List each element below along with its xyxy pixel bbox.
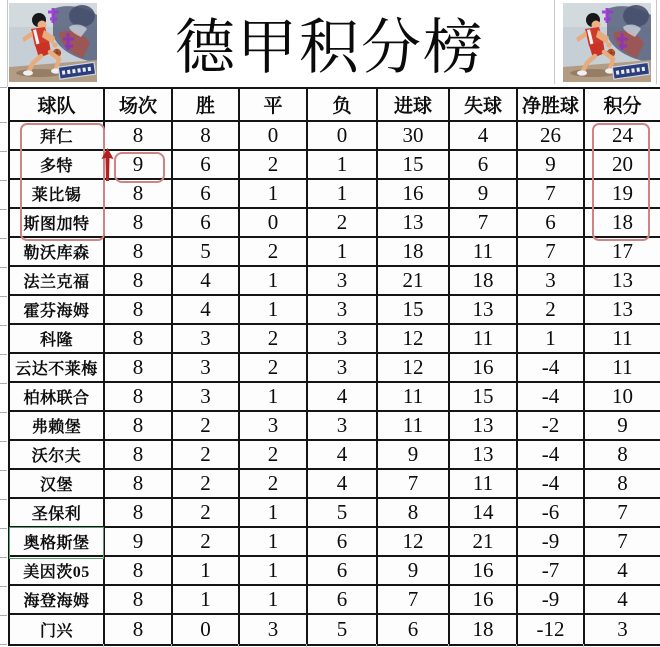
lost-cell[interactable]: 3 xyxy=(308,325,378,354)
goal-diff-cell[interactable]: -6 xyxy=(518,499,585,528)
goals-against-cell[interactable]: 11 xyxy=(450,238,518,267)
won-cell[interactable]: 2 xyxy=(173,499,240,528)
goals-for-cell[interactable]: 12 xyxy=(378,325,450,354)
header-played[interactable]: 场次 xyxy=(105,89,173,122)
goals-for-cell[interactable]: 11 xyxy=(378,383,450,412)
lost-cell[interactable]: 5 xyxy=(308,499,378,528)
points-cell[interactable]: 19 xyxy=(585,180,660,209)
goal-diff-cell[interactable]: -9 xyxy=(518,586,585,615)
points-cell[interactable]: 13 xyxy=(585,267,660,296)
header-goals-for[interactable]: 进球 xyxy=(378,89,450,122)
won-cell[interactable]: 5 xyxy=(173,238,240,267)
played-cell[interactable]: 8 xyxy=(105,122,173,151)
goal-diff-cell[interactable]: 7 xyxy=(518,180,585,209)
goal-diff-cell[interactable]: -4 xyxy=(518,441,585,470)
lost-cell[interactable]: 3 xyxy=(308,412,378,441)
drawn-cell[interactable]: 1 xyxy=(240,296,308,325)
table-row xyxy=(10,615,660,644)
lost-cell[interactable]: 1 xyxy=(308,238,378,267)
team-name-cell[interactable]: 霍芬海姆 xyxy=(10,296,105,325)
won-cell[interactable]: 8 xyxy=(173,122,240,151)
won-cell[interactable]: 4 xyxy=(173,267,240,296)
margin-gridline xyxy=(0,557,7,558)
goals-against-cell[interactable]: 6 xyxy=(450,151,518,180)
played-cell[interactable]: 8 xyxy=(105,412,173,441)
margin-gridline xyxy=(0,586,7,587)
goals-for-cell[interactable]: 21 xyxy=(378,267,450,296)
team-name-cell[interactable]: 圣保利 xyxy=(10,499,105,528)
team-name-cell[interactable]: 斯图加特 xyxy=(10,209,105,238)
played-cell[interactable]: 8 xyxy=(105,209,173,238)
margin-gridline xyxy=(0,470,7,471)
goals-for-cell[interactable]: 12 xyxy=(378,528,450,557)
lost-cell[interactable]: 6 xyxy=(308,586,378,615)
goals-against-cell[interactable]: 18 xyxy=(450,267,518,296)
goals-for-cell[interactable]: 15 xyxy=(378,151,450,180)
team-name-cell[interactable]: 莱比锡 xyxy=(10,180,105,209)
played-cell[interactable]: 8 xyxy=(105,296,173,325)
won-cell[interactable]: 2 xyxy=(173,470,240,499)
won-cell[interactable]: 2 xyxy=(173,412,240,441)
drawn-cell[interactable]: 1 xyxy=(240,267,308,296)
header-team[interactable]: 球队 xyxy=(10,89,105,122)
points-cell[interactable]: 11 xyxy=(585,325,660,354)
goal-diff-cell[interactable]: 2 xyxy=(518,296,585,325)
goal-diff-cell[interactable]: -7 xyxy=(518,557,585,586)
played-cell[interactable]: 8 xyxy=(105,615,173,644)
drawn-cell[interactable]: 2 xyxy=(240,441,308,470)
won-cell[interactable]: 3 xyxy=(173,325,240,354)
team-name-cell[interactable]: 勒沃库森 xyxy=(10,238,105,267)
drawn-cell[interactable]: 2 xyxy=(240,470,308,499)
played-cell[interactable]: 8 xyxy=(105,238,173,267)
goals-for-cell[interactable]: 8 xyxy=(378,499,450,528)
header-goals-against[interactable]: 失球 xyxy=(450,89,518,122)
table-row xyxy=(10,586,660,615)
margin-gridline xyxy=(0,528,7,529)
drawn-cell[interactable]: 1 xyxy=(240,499,308,528)
lost-cell[interactable]: 6 xyxy=(308,528,378,557)
drawn-cell[interactable]: 0 xyxy=(240,209,308,238)
margin-gridline xyxy=(0,499,7,500)
points-cell[interactable]: 10 xyxy=(585,383,660,412)
lost-cell[interactable]: 3 xyxy=(308,267,378,296)
goals-against-cell[interactable]: 14 xyxy=(450,499,518,528)
goal-diff-cell[interactable]: 7 xyxy=(518,238,585,267)
points-cell[interactable]: 11 xyxy=(585,354,660,383)
team-name-cell[interactable]: 门兴 xyxy=(10,615,105,644)
goals-against-cell[interactable]: 16 xyxy=(450,586,518,615)
goals-for-cell[interactable]: 13 xyxy=(378,209,450,238)
lost-cell[interactable]: 4 xyxy=(308,383,378,412)
margin-gridline xyxy=(0,441,7,442)
standings-body xyxy=(10,122,660,644)
played-cell[interactable]: 9 xyxy=(105,151,173,180)
margin-gridline xyxy=(0,644,7,645)
goals-for-cell[interactable]: 15 xyxy=(378,296,450,325)
table-row xyxy=(10,325,660,354)
won-cell[interactable]: 6 xyxy=(173,180,240,209)
goal-diff-cell[interactable]: -9 xyxy=(518,528,585,557)
table-row xyxy=(10,441,660,470)
table-row xyxy=(10,209,660,238)
points-cell[interactable]: 24 xyxy=(585,122,660,151)
margin-gridline xyxy=(0,267,7,268)
played-cell[interactable]: 8 xyxy=(105,470,173,499)
points-cell[interactable]: 20 xyxy=(585,151,660,180)
goals-against-cell[interactable]: 13 xyxy=(450,441,518,470)
margin-gridline xyxy=(0,209,7,210)
goals-for-cell[interactable]: 7 xyxy=(378,586,450,615)
goal-diff-cell[interactable]: -4 xyxy=(518,470,585,499)
table-row xyxy=(10,354,660,383)
goals-against-cell[interactable]: 16 xyxy=(450,354,518,383)
goal-diff-cell[interactable]: 9 xyxy=(518,151,585,180)
played-cell[interactable]: 8 xyxy=(105,557,173,586)
drawn-cell[interactable]: 1 xyxy=(240,528,308,557)
header-lost[interactable]: 负 xyxy=(308,89,378,122)
played-cell[interactable]: 8 xyxy=(105,325,173,354)
table-row xyxy=(10,499,660,528)
table-row xyxy=(10,528,660,557)
header-won[interactable]: 胜 xyxy=(173,89,240,122)
played-cell[interactable]: 8 xyxy=(105,180,173,209)
won-cell[interactable]: 4 xyxy=(173,296,240,325)
header-drawn[interactable]: 平 xyxy=(240,89,308,122)
margin-gridline xyxy=(0,180,7,181)
points-cell[interactable]: 7 xyxy=(585,499,660,528)
goals-against-cell[interactable]: 9 xyxy=(450,180,518,209)
goals-for-cell[interactable]: 6 xyxy=(378,615,450,644)
played-cell[interactable]: 8 xyxy=(105,441,173,470)
goals-for-cell[interactable]: 16 xyxy=(378,180,450,209)
goals-for-cell[interactable]: 9 xyxy=(378,441,450,470)
drawn-cell[interactable]: 2 xyxy=(240,325,308,354)
played-cell[interactable]: 9 xyxy=(105,528,173,557)
goals-against-cell[interactable]: 13 xyxy=(450,412,518,441)
table-row xyxy=(10,557,660,586)
won-cell[interactable]: 1 xyxy=(173,586,240,615)
goals-for-cell[interactable]: 11 xyxy=(378,412,450,441)
won-cell[interactable]: 0 xyxy=(173,615,240,644)
goals-against-cell[interactable]: 4 xyxy=(450,122,518,151)
won-cell[interactable]: 3 xyxy=(173,354,240,383)
goals-against-cell[interactable]: 21 xyxy=(450,528,518,557)
points-cell[interactable]: 3 xyxy=(585,615,660,644)
drawn-cell[interactable]: 0 xyxy=(240,122,308,151)
header-points[interactable]: 积分 xyxy=(585,89,660,122)
points-cell[interactable]: 4 xyxy=(585,586,660,615)
points-cell[interactable]: 4 xyxy=(585,557,660,586)
points-cell[interactable]: 7 xyxy=(585,528,660,557)
table-row xyxy=(10,383,660,412)
points-cell[interactable]: 17 xyxy=(585,238,660,267)
team-name-cell[interactable]: 多特 xyxy=(10,151,105,180)
team-name-cell[interactable]: 美因茨05 xyxy=(10,557,105,586)
table-row xyxy=(10,470,660,499)
goal-diff-cell[interactable]: 1 xyxy=(518,325,585,354)
team-name-cell[interactable]: 云达不莱梅 xyxy=(10,354,105,383)
points-cell[interactable]: 8 xyxy=(585,441,660,470)
margin-gridline xyxy=(0,615,7,616)
lost-cell[interactable]: 3 xyxy=(308,296,378,325)
points-cell[interactable]: 9 xyxy=(585,412,660,441)
goals-against-cell[interactable]: 15 xyxy=(450,383,518,412)
margin-gridline xyxy=(0,354,7,355)
table-row xyxy=(10,238,660,267)
drawn-cell[interactable]: 1 xyxy=(240,557,308,586)
team-name-cell[interactable]: 海登海姆 xyxy=(10,586,105,615)
table-row xyxy=(10,412,660,441)
table-header-row xyxy=(10,89,660,122)
goal-diff-cell[interactable]: -12 xyxy=(518,615,585,644)
won-cell[interactable]: 6 xyxy=(173,209,240,238)
goals-for-cell[interactable]: 12 xyxy=(378,354,450,383)
goals-for-cell[interactable]: 9 xyxy=(378,557,450,586)
team-name-cell[interactable]: 弗赖堡 xyxy=(10,412,105,441)
goals-against-cell[interactable]: 11 xyxy=(450,470,518,499)
lost-cell[interactable]: 1 xyxy=(308,151,378,180)
goal-diff-cell[interactable]: -4 xyxy=(518,354,585,383)
won-cell[interactable]: 6 xyxy=(173,151,240,180)
team-name-cell[interactable]: 沃尔夫 xyxy=(10,441,105,470)
points-cell[interactable]: 18 xyxy=(585,209,660,238)
drawn-cell[interactable]: 1 xyxy=(240,180,308,209)
goal-diff-cell[interactable]: -4 xyxy=(518,383,585,412)
drawn-cell[interactable]: 1 xyxy=(240,383,308,412)
margin-gridline xyxy=(0,151,7,152)
drawn-cell[interactable]: 2 xyxy=(240,238,308,267)
goals-against-cell[interactable]: 18 xyxy=(450,615,518,644)
team-name-cell[interactable]: 汉堡 xyxy=(10,470,105,499)
lost-cell[interactable]: 2 xyxy=(308,209,378,238)
drawn-cell[interactable]: 3 xyxy=(240,412,308,441)
team-name-cell[interactable]: 法兰克福 xyxy=(10,267,105,296)
red-up-arrow xyxy=(101,148,114,181)
table-row xyxy=(10,180,660,209)
played-cell[interactable]: 8 xyxy=(105,354,173,383)
table-row xyxy=(10,296,660,325)
table-row xyxy=(10,267,660,296)
margin-gridline xyxy=(0,383,7,384)
drawn-cell[interactable]: 3 xyxy=(240,615,308,644)
goals-against-cell[interactable]: 13 xyxy=(450,296,518,325)
won-cell[interactable]: 1 xyxy=(173,557,240,586)
margin-gridline xyxy=(0,238,7,239)
goal-diff-cell[interactable]: 6 xyxy=(518,209,585,238)
lost-cell[interactable]: 5 xyxy=(308,615,378,644)
goals-against-cell[interactable]: 16 xyxy=(450,557,518,586)
lost-cell[interactable]: 0 xyxy=(308,122,378,151)
won-cell[interactable]: 2 xyxy=(173,441,240,470)
goal-diff-cell[interactable]: 26 xyxy=(518,122,585,151)
goals-for-cell[interactable]: 30 xyxy=(378,122,450,151)
points-cell[interactable]: 13 xyxy=(585,296,660,325)
played-cell[interactable]: 8 xyxy=(105,586,173,615)
goals-against-cell[interactable]: 7 xyxy=(450,209,518,238)
points-cell[interactable]: 8 xyxy=(585,470,660,499)
played-cell[interactable]: 8 xyxy=(105,267,173,296)
goals-for-cell[interactable]: 7 xyxy=(378,470,450,499)
lost-cell[interactable]: 6 xyxy=(308,557,378,586)
goal-diff-cell[interactable]: 3 xyxy=(518,267,585,296)
lost-cell[interactable]: 4 xyxy=(308,470,378,499)
goals-against-cell[interactable]: 11 xyxy=(450,325,518,354)
drawn-cell[interactable]: 1 xyxy=(240,586,308,615)
goals-for-cell[interactable]: 18 xyxy=(378,238,450,267)
margin-gridline xyxy=(0,412,7,413)
team-name-cell[interactable]: 科隆 xyxy=(10,325,105,354)
lost-cell[interactable]: 4 xyxy=(308,441,378,470)
margin-gridline xyxy=(0,87,7,88)
page-title: 德甲积分榜 xyxy=(175,15,485,81)
played-cell[interactable]: 8 xyxy=(105,499,173,528)
team-name-cell[interactable]: 柏林联合 xyxy=(10,383,105,412)
margin-gridline xyxy=(0,122,7,123)
won-cell[interactable]: 2 xyxy=(173,528,240,557)
lost-cell[interactable]: 3 xyxy=(308,354,378,383)
lost-cell[interactable]: 1 xyxy=(308,180,378,209)
margin-gridline xyxy=(0,325,7,326)
team-name-cell[interactable]: 奥格斯堡 xyxy=(10,528,105,557)
drawn-cell[interactable]: 2 xyxy=(240,354,308,383)
played-cell[interactable]: 8 xyxy=(105,383,173,412)
margin-gridline xyxy=(0,296,7,297)
team-name-cell[interactable]: 拜仁 xyxy=(10,122,105,151)
goal-diff-cell[interactable]: -2 xyxy=(518,412,585,441)
table-row xyxy=(10,122,660,151)
won-cell[interactable]: 3 xyxy=(173,383,240,412)
header-goal-diff[interactable]: 净胜球 xyxy=(518,89,585,122)
drawn-cell[interactable]: 2 xyxy=(240,151,308,180)
